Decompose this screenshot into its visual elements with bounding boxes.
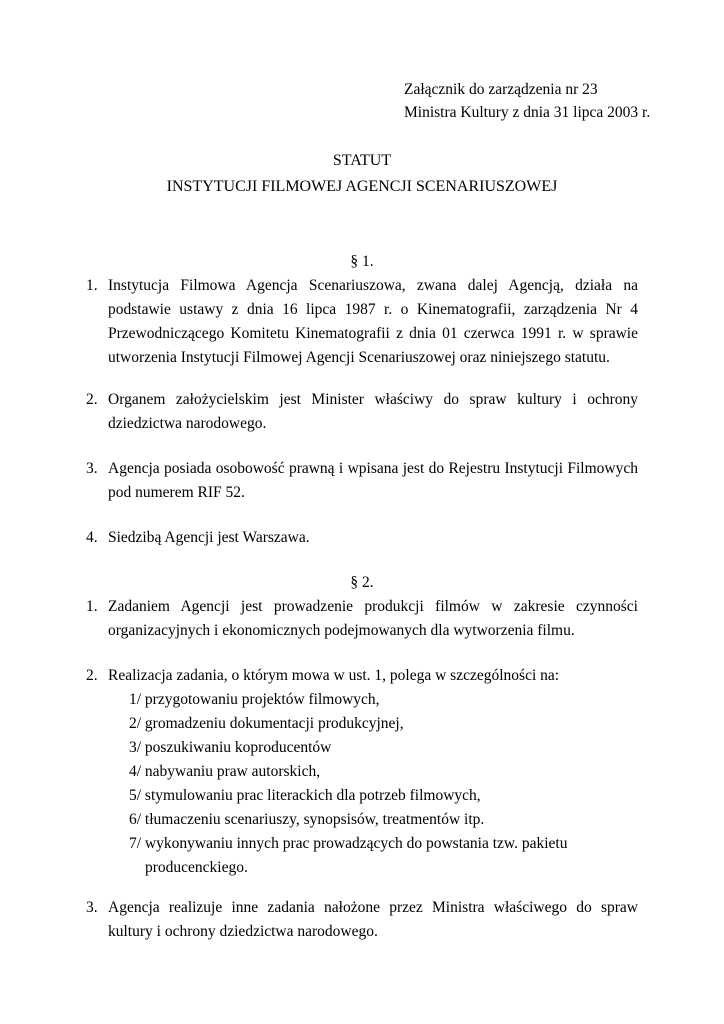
item-text: Siedzibą Agencji jest Warszawa.: [108, 529, 310, 546]
section-1-item-1: [86, 274, 638, 370]
annex-line-1: Załącznik do zarządzenia nr 23: [404, 81, 598, 98]
sublist-item: 5/ stymulowaniu prac literackich dla potrzeb filmowych,: [129, 787, 481, 804]
item-number: 3.: [86, 899, 98, 916]
item-text: Realizacja zadania, o którym mowa w ust. 1, polega w szczególności na:: [108, 667, 560, 684]
annex-line-2: Ministra Kultury z dnia 31 lipca 2003 r.: [404, 104, 651, 121]
section-2-item-3: [86, 896, 638, 944]
item-number: 1.: [86, 277, 98, 294]
title-line-2: INSTYTUCJI FILMOWEJ AGENCJI SCENARIUSZOWEJ: [166, 178, 558, 195]
section-1-item-4: [86, 526, 638, 550]
task-sublist: [129, 688, 609, 880]
sublist-item: 7/ wykonywaniu innych prac prowadzących do powstania tzw. pakietu: [129, 835, 568, 852]
sublist-item: 1/ przygotowaniu projektów filmowych,: [129, 691, 380, 708]
item-text: Instytucja Filmowa Agencja Scenariuszowa, zwana dalej Agencją, działa na podstawie ustawy z dnia 16 lipca 1987 r. o Kinematografii, zarządzenia Nr 4 Przewodniczącego Komitetu Kinematografii z dnia 01 czerwca 1991 r. w sprawie utworzenia Instytucji Filmowej Agencji Scenariuszowej oraz niniejszego statutu.: [108, 277, 638, 366]
item-text: Organem założycielskim jest Minister właściwy do spraw kultury i ochrony dziedzictwa narodowego.: [108, 391, 638, 432]
section-1-item-3: [86, 457, 638, 505]
section-1-sign: § 1.: [350, 253, 374, 270]
item-number: 4.: [86, 529, 98, 546]
item-text: Agencja posiada osobowość prawną i wpisana jest do Rejestru Instytucji Filmowych pod numerem RIF 52.: [108, 460, 638, 501]
section-2-item-1: [86, 595, 638, 643]
item-text: Zadaniem Agencji jest prowadzenie produkcji filmów w zakresie czynności organizacyjnych i ekonomicznych podejmowanych dla wytworzenia filmu.: [108, 598, 638, 639]
sublist-item: 6/ tłumaczeniu scenariuszy, synopsisów, treatmentów itp.: [129, 811, 485, 828]
item-number: 3.: [86, 460, 98, 477]
title-line-1: STATUT: [332, 152, 392, 169]
sublist-item: 2/ gromadzeniu dokumentacji produkcyjnej,: [129, 715, 404, 732]
item-number: 2.: [86, 391, 98, 408]
section-2-sign: § 2.: [350, 574, 374, 591]
item-number: 1.: [86, 598, 98, 615]
annex-header: [404, 78, 650, 124]
sublist-item: 3/ poszukiwaniu koproducentów: [129, 739, 332, 756]
section-1-item-2: [86, 388, 638, 436]
section-2-item-2: [86, 664, 638, 688]
document-title: [0, 148, 724, 200]
sublist-item: 4/ nabywaniu praw autorskich,: [129, 763, 321, 780]
sublist-item-continuation: producenckiego.: [145, 859, 248, 876]
item-number: 2.: [86, 667, 98, 684]
item-text: Agencja realizuje inne zadania nałożone przez Ministra właściwego do spraw kultury i ochrony dziedzictwa narodowego.: [108, 899, 638, 940]
